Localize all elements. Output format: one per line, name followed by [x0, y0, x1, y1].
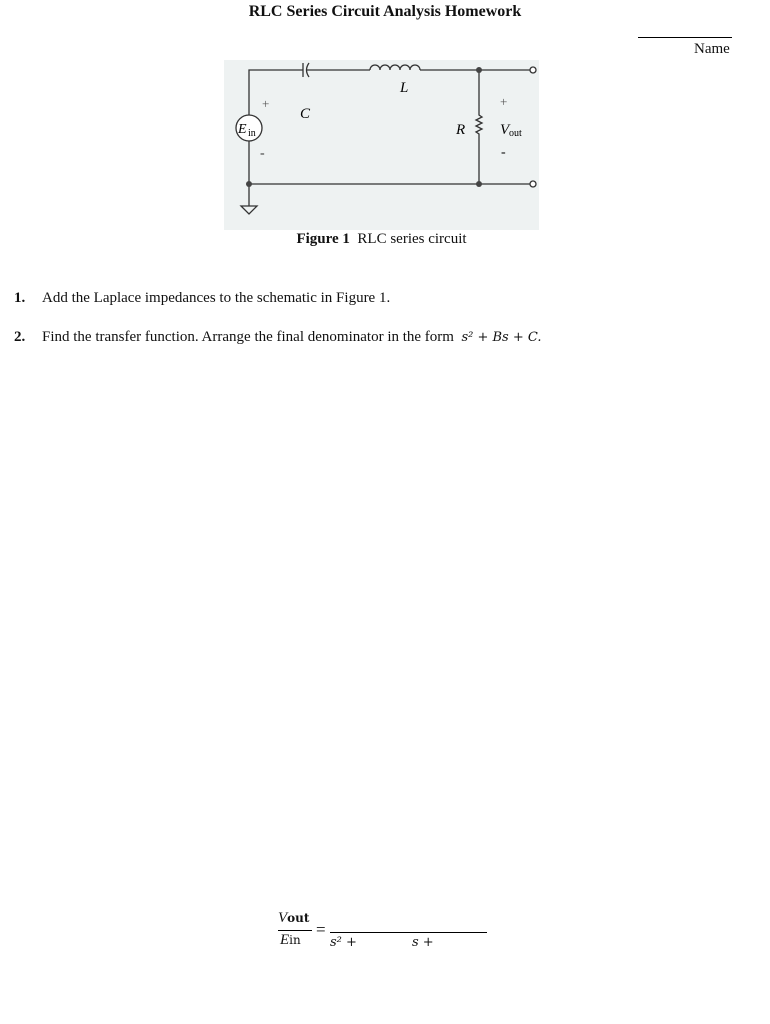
eq-term-s2: s² + — [330, 935, 357, 950]
eq-num-var: V — [278, 910, 288, 926]
vout-minus: - — [501, 145, 506, 160]
caption-number: Figure 1 — [296, 231, 350, 247]
figure-caption — [224, 231, 539, 248]
vout-plus: + — [500, 94, 508, 109]
label-Vout: V — [500, 122, 510, 138]
eq-rhs-line[interactable] — [330, 932, 487, 933]
caption-text: RLC series circuit — [357, 231, 467, 247]
eq-lhs-line — [278, 930, 312, 931]
circuit-figure — [224, 60, 539, 230]
eq-term-s: s + — [412, 935, 434, 950]
eq-num-sub: out — [287, 911, 310, 925]
eq-numerator — [278, 910, 309, 927]
eq-den-sub: in — [289, 933, 301, 947]
label-Ein-sub: in — [248, 128, 256, 139]
label-R: R — [456, 122, 466, 138]
inductor-icon — [370, 65, 420, 70]
resistor-icon — [476, 70, 482, 184]
label-L: L — [400, 80, 409, 96]
source-plus: + — [262, 96, 270, 111]
terminal-top — [530, 67, 536, 73]
rlc-schematic — [224, 60, 539, 230]
name-field-line[interactable] — [638, 37, 732, 38]
denominator-form: s² + Bs + C. — [461, 330, 542, 345]
question-text: Add the Laplace impedances to the schematic in Figure 1. — [42, 290, 391, 306]
eq-den-var: E — [280, 932, 290, 948]
eq-denominator — [280, 932, 301, 949]
name-label: Name — [694, 41, 730, 57]
ground-icon — [241, 184, 257, 214]
source-minus: - — [260, 146, 265, 161]
question-1 — [14, 290, 390, 307]
terminal-bottom — [530, 181, 536, 187]
wire-left-top — [249, 70, 303, 115]
label-Vout-sub: out — [509, 128, 522, 139]
question-2 — [14, 329, 542, 346]
label-C: C — [300, 106, 311, 122]
page-title: RLC Series Circuit Analysis Homework — [248, 3, 522, 20]
eq-equals: = — [316, 920, 326, 939]
label-Ein: E — [238, 122, 247, 137]
question-number: 2. — [14, 329, 26, 345]
question-number: 1. — [14, 290, 26, 306]
question-text: Find the transfer function. Arrange the final denominator in the form — [42, 329, 454, 345]
